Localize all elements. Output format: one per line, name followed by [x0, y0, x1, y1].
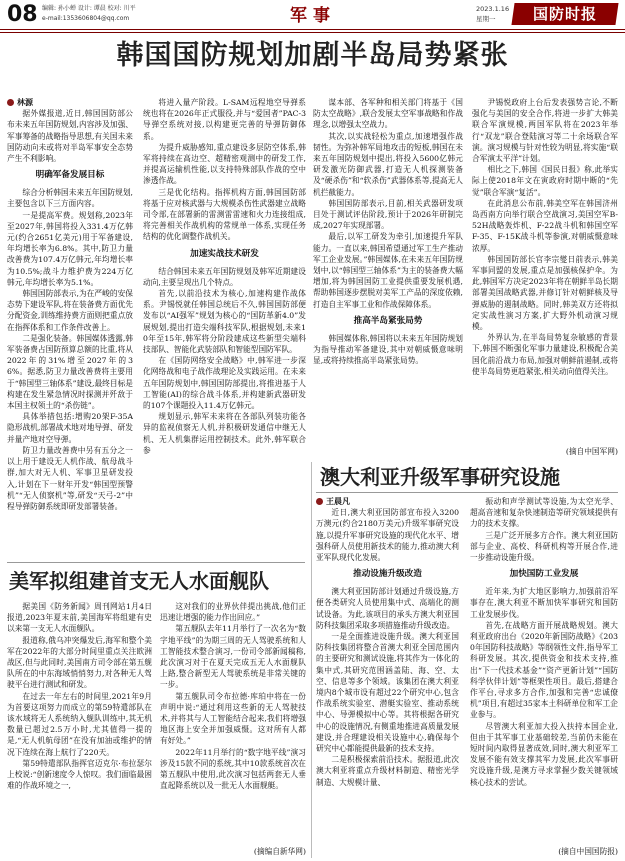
article-3-title-rule	[316, 492, 618, 493]
paragraph: 相比之下,韩国《国民日报》称,此举实际上使2018年文在寅政府时期中断的“先觉”联合军演“复活”。	[472, 165, 618, 197]
paragraph: 将进入量产阶段。L-SAM远程地空导弹系统也将在2026年正式服役,并与“爱国者”PAC-3导弹空系统对接,以构建更完善的导弹防御体系。	[143, 98, 306, 141]
paragraph: 据美国《防务新闻》周刊网站1月4日报道,2023年夏末前,美国海军将组建有史以来第一支无人水面舰队。	[7, 602, 152, 634]
paragraph: 规划显示,韩军未来将在各部队列装功能各异的监视侦察无人机,并积极研发通信中继无人机、无人机集群运用控制技术。此外,韩军联合参	[143, 412, 306, 455]
article-3-subhead-1: 推动设施升级改造	[353, 569, 422, 580]
paragraph: 韩国国防部表示,为在严峻的安保态势下建设军队,将在装备费方面优先分配资金,训练维持费方面则把重点放在指挥体系和工作条件改善上。	[7, 289, 133, 332]
article-3-col-2	[470, 496, 618, 846]
paragraph: 尹锡悦政府上台后发表强势言论,不断强化与美国的安全合作,将进一步扩大韩美联合军演规模,两国军队将在2023年举行“双龙”联合登陆演习等二十余场联合军演。演习规模与针对性较为明显,将实施“联合军演太平洋”计划。	[472, 98, 618, 164]
article-1-byline: 林源	[7, 97, 133, 108]
article-2-col-2	[160, 601, 306, 845]
paragraph: 近日,澳大利亚国防部宣布投入3200万澳元(约合2180万美元)升级军事研究设施,以提升军事研究设施的现代化水平、增强科研人员使用新技术的能力,推动澳大利亚军队现代化发展。	[316, 508, 459, 563]
page-number: 08	[7, 2, 38, 27]
page-header	[0, 0, 625, 32]
paragraph: 澳大利亚国防部计划通过升级设施,方便各类研究人员使用集中式、高端化的测试设备。为此,该项目的承头方澳大利亚国防科技集团采取多项措施推动升级改造。	[316, 587, 459, 630]
article-1-col-4	[472, 97, 618, 449]
email-line: e-mail:1353606804@qq.com	[42, 15, 130, 22]
column-divider	[311, 462, 312, 858]
article-2-rule-top	[7, 562, 305, 563]
source-note: (摘自中国国防报)	[558, 847, 618, 856]
byline-pin-icon	[316, 498, 323, 505]
paragraph: 首先,在战略方面开展战略规划。澳大利亚政府出台《2020年新国防战略》《2030年国防科技战略》等纲领性文件,指导军工科研发展。其次,提供资金和技术支持,推出“下一代技术基金”“资产更新计划”“国防科学伙伴计划”等框架性项目。最后,搭建合作平台,寻求多方合作,加强和完善“忠诚僚机”项目,有超过35家本土科研单位和军工企业参与。	[470, 620, 618, 720]
section-title: 军 事	[290, 6, 330, 26]
article-2-source	[160, 846, 306, 858]
paragraph: 韩国媒体称,韩国将以未来五年国防规划为指导推动军备建设,其中对朝威慑意味明显,或将持续推高半岛紧张局势。	[313, 333, 463, 366]
byline-pin-icon	[7, 99, 14, 106]
article-3-source	[470, 846, 618, 858]
paragraph: 在过去一年左右的时间里,2021年9月为首要这项努力而成立的第59特遣部队在该水域将无人系统纳入舰队训练中,其无机数量已超过2.5万小时,尤其值得一提的是,“无人机航母团”在没有加油或维护的情况下连续在海上航行了220天。	[7, 691, 152, 757]
source-note: (摘自中国军网)	[565, 447, 618, 456]
header-rule-thin	[0, 32, 625, 33]
article-1-source	[472, 446, 618, 458]
paragraph: 一是全面推进设施升级。澳大利亚国防科技集团将整合首澳大利亚全国范围内的主要研究和测试设施,将其作为一体化的集中式,其研究范围涵盖陆、海、空、太空、信息等多个领域。该集团在澳大利亚境内8个城市设有超过22个研究中心,包含作战系统实验室、潜艇实验室、推动系统中心、导弹模拟中心等。其将根据各研究中心的设施情况,有侧重地推进高质量发展建设,并合理建设相关设施中心,确保每个研究中心都能提供最新的技术支持。	[316, 632, 459, 754]
article-1-col-2	[143, 97, 306, 559]
paragraph: 其次,以实战轻松为重点,加速增强作战韧性。为弥补韩军局地攻击的短板,韩国在未来五年国防规划中提出,将投入5600亿韩元研发激光防御武器,打造无人机探测装备及“硬杀伤”和“软杀伤”武器体系等,提高无人机拦截能力。	[313, 131, 463, 197]
paragraph: 第五舰队司令布拉德·库珀中将在一份声明中说:“通过利用这些新的无人驾驶技术,并将其与人工智能结合起来,我们将增强地区海上安全并加强威慑。这对所有人都有好处。”	[160, 691, 306, 746]
article-1-subhead-1: 明确军备发展目标	[35, 170, 105, 181]
paragraph: 首先,以前沿技术为核心,加速构建作战体系。尹锡悦就任韩国总统后不久,韩国国防部便发布以“AI强军”规划为核心的“国防革新4.0”发展规划,提出打造尖端科技军队,根据规划,未来10年至15年,韩军将分阶段建成这些新型尖端科技部队、智能化武装部队和智能型国防军队。	[143, 289, 306, 355]
weekday-line: 星期一	[476, 15, 496, 23]
header-rule	[0, 29, 625, 30]
masthead-logo	[511, 3, 618, 25]
paragraph: 韩国国防部长官李宗燮日前表示,韩美军事同盟的发展,重点是加强核保护伞。为此,韩国军方决定2023年将在朝鲜半岛长期部署美国战略武器,并修订针对朝鲜核及导弹威胁的遏制战略。同时,韩美双方还将拟定实战性演习方案,扩大野外机动演习规模。	[472, 254, 618, 332]
paragraph: 二是积极探索前沿技术。据报道,此次澳大利亚将重点升级材料制造、精密光学制造、大规模计量、	[316, 755, 459, 787]
paragraph: 近年来,为扩大地区影响力,加强前沿军事存在,澳大利亚不断加快军事研究和国防工业发展步伐。	[470, 587, 618, 619]
paragraph: 第五舰队去年11月举行了一次名为“数字地平线”的为期三周的无人驾驶系统和人工智能技术整合演习,一份司令部新闻稿称,此次演习对于在夏天完成五无人水面舰队上路,整合新型无人驾驶系统是非常关键的一步。	[160, 624, 306, 690]
editor-line: 编辑: 孙小蝉 设计: 谭晨 校对: 川平	[42, 5, 136, 12]
paragraph: 谋本部、各军种和相关部门将基于《国防太空战略》,联合发展太空军事战略和作战理念,以增强太空战力。	[313, 98, 463, 130]
article-3-title: 澳大利亚升级军事研究设施	[320, 465, 560, 489]
paragraph: 报道称,俄乌冲突爆发后,海军和整个美军在2022年的大部分时间里重点关注欧洲战区,但与此同时,美国南方司令部在第五舰队所在的中东海域悄悄努力,对各种无人驾驶平台进行测试和研发。	[7, 635, 152, 690]
article-3-subhead-2: 加快国防工业发展	[509, 569, 579, 580]
paragraph: 最后,以军工研发为牵引,加速提升军队能力。一直以来,韩国希望通过军工生产推动军工企业发展。”韩国媒体,在未来五年国防规划中,以“韩国型三轴体系”为主的装备费大幅增加,将为韩国国防工业提供重要发展机遇,帮助韩国逐步摆脱对美军工产品的深度依赖,打造自主军事工业和作战保障体系。	[313, 232, 463, 309]
paragraph: 一是提高军费。规划称,2023年至2027年,韩国将投入331.4万亿韩元(约合2651亿美元)用于军备建设,年均增长率为6.8%。其中,防卫力量改善费为107.4万亿韩元,年均增长率为10.5%;战斗力维护费为224万亿韩元,年均增长率为5.1%。	[7, 210, 133, 287]
article-1-subhead-3: 推高半岛紧张局势	[353, 315, 423, 326]
article-2-title: 美军拟组建首支无人水面舰队	[9, 569, 269, 593]
paragraph: 尽管澳大利亚加大投入扶持本国企业,但由于其军事工业基础较差,当前仍未能在短时间内取得显著成效,同时,澳大利亚军工发展不能有效支撑其军力发展,此次军事研究设施升级,是澳方寻求掌握少数关键领域核心技术的尝试。	[470, 721, 618, 787]
paragraph: 结合韩国未来五年国防规划及韩军近期建设动向,主要呈现出几个特点。	[143, 266, 306, 287]
paragraph: 2022年11月举行的“数字地平线”演习涉及15款不同的系统,其中10款系统首次在第五舰队中使用,此次演习包括两套无人垂直起降系统以及一批无人水面舰艇。	[160, 747, 306, 791]
paragraph: 综合分析韩国未来五年国防规划,主要包含以下三方面内容。	[7, 188, 133, 209]
paragraph: 防卫力量改善费中另有五分之一以上用于建设无人机作战、航母战斗群,加大对无人机、军事卫星研发投入,计划在下一财年开发“韩国型预警机”“无人侦察机”等,研发“天弓-2”中程导弹防御系统即研发部署装备。	[7, 445, 133, 511]
article-1-title: 韩国国防规划加剧半岛局势紧张	[116, 40, 509, 71]
paragraph: 在此消息公布前,韩美空军在韩国济州岛西南方向举行联合空战演习,美国空军B-52H战略轰炸机、F-22战斗机和韩国空军F-35、F-15K战斗机等参演,对朝威慑意味浓厚。	[472, 198, 618, 253]
paragraph: 在《国防网络安全战略》中,韩军进一步深化网络战和电子战作战理论及实践运用。在未来五年国防规划中,韩国国防部提出,将推进基于人工智能(AI)的综合战斗体系,并构建新武器研发的107个课题投入11.4万亿韩元。	[143, 356, 306, 411]
paragraph: 这对我们的业界伙伴提出挑战,他们正迅速让增强的能力作出回应。”	[160, 602, 306, 623]
paragraph: 振动和声学测试等设施,为太空光学、超高音速和复杂快速制造等研究领域提供有力的技术支撑。	[470, 497, 618, 529]
paragraph: 外界认为,在半岛局势复杂敏感的背景下,韩国不断强化军事力量建设,积极配合美国化前沿战力布局,加强对朝鲜前遏制,或将使半岛局势更趋紧张,相关动向值得关注。	[472, 333, 618, 376]
paragraph: 具体举措包括:增购20架F-35A隐形战机,部署战术地对地导弹、研发并量产地对空导弹。	[7, 412, 133, 444]
paragraph: 为提升威胁感知,重点建设多层防空体系,韩军将持续在高边空、超精密观测中的研发工作,并提高运输机性能,以支持特殊部队作战的空中渗透作战。	[143, 142, 306, 186]
source-note: (摘编自新华网)	[253, 847, 306, 856]
paragraph: 韩国国防部表示,目前,相关武器研发项目处于测试评估阶段,预计于2026年研制完成,2027年实现部署。	[313, 198, 463, 231]
article-2-col-1	[7, 601, 152, 859]
paragraph: 三是广泛开展多方合作。澳大利亚国防部与企业、高校、科研机构等开展合作,进一步推动设施升级。	[470, 530, 618, 563]
article-3-col-1	[316, 496, 459, 858]
date-line: 2023.1.16	[476, 5, 510, 13]
paragraph: 二是强化装备。韩国媒体透露,韩军装备费占国防预算总额的比重,将从2022年的31%增至2027年的36%。据悉,防卫力量改善费将主要用于“韩国型三轴体系”建设,最终目标是构建在发生紧急情况时探测并歼敌于本国主权领土的“杀伤链”。	[7, 333, 133, 411]
paragraph: 据外媒报道,近日,韩国国防部公布未来五年国防规划,内容涉及加强、军事筹备的战略指导思想,有关国未来国防动向未或将对半岛军事安全态势产生不利影响。	[7, 109, 133, 164]
paragraph: 三是优化结构。指挥机构方面,韩国国防部将基于应对核武器与大规模杀伤性武器建立战略司令部,在部署新的雷测雷雷速和火力连接组成,将完善相关作战机构的常规单一体系,实现任务结构的优化调整作战机关。	[143, 187, 306, 242]
article-3-byline: 王晨凡	[316, 496, 459, 507]
article-1-col-3	[313, 97, 463, 459]
article-1-subhead-2: 加速实战技术研发	[190, 248, 259, 259]
masthead-text: 国防时报	[532, 5, 597, 23]
paragraph: 第59特遣部队指挥官迈克尔·布拉瑟尔上校说:“创新速度令人惊叹。我们面临最困难的作战环境之一,	[7, 758, 152, 791]
